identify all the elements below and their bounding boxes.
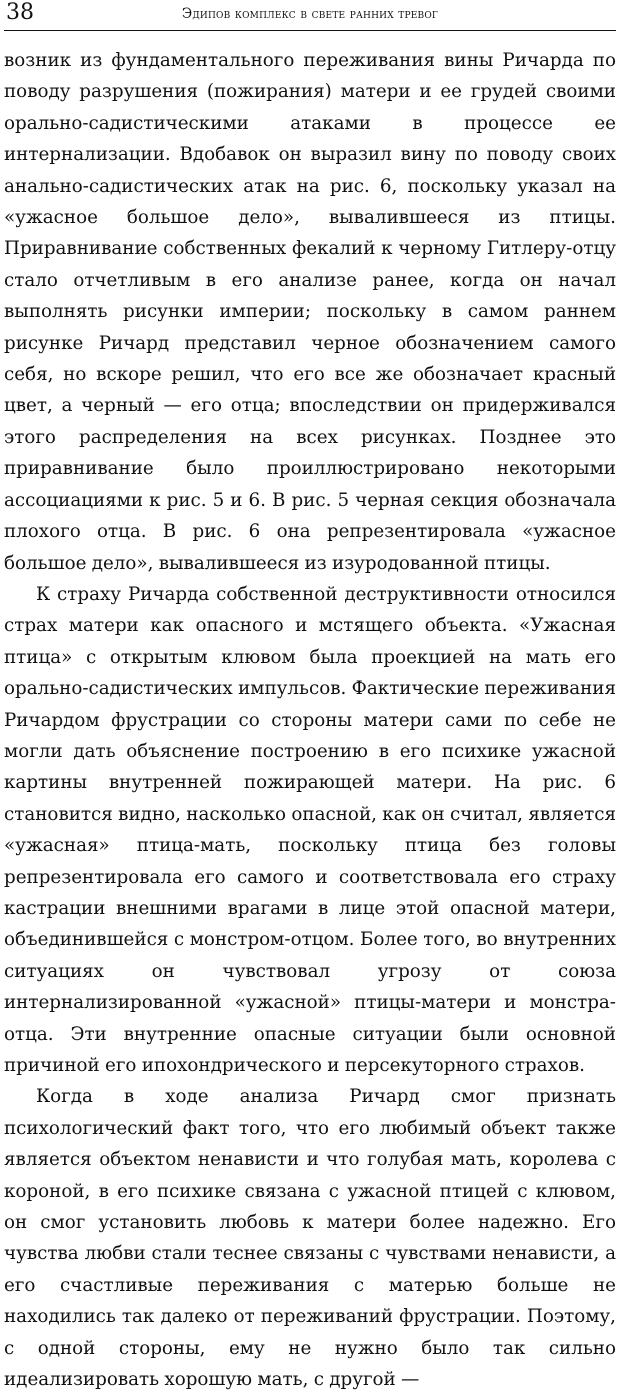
page-number: 38	[6, 0, 34, 25]
running-title: Эдипов комплекс в свете ранних тревог	[181, 6, 439, 22]
paragraph-1: возник из фундаментального переживания вины Ричарда по поводу разрушения (пожирания) матери и ее грудей своими орально-садистическими атаками в процессе ее интернализации. Вдобавок он выразил вину по поводу своих анально-садистических атак на рис. 6, поскольку указал на «ужасное большое дело», вывалившееся из птицы. Приравнивание собственных фекалий к черному Гитлеру-отцу стало отчетливым в его анализе ранее, когда он начал выполнять рисунки империи; поскольку в самом раннем рисунке Ричард представил черное обозначением самого себя, но вскоре решил, что его все же обозначает красный цвет, а черный — его отца; впоследствии он придерживался этого распределения на всех рисунках. Позднее это приравнивание было проиллюстрировано некоторыми ассоциациями к рис. 5 и 6. В рис. 5 черная секция обозначала плохого отца. В рис. 6 она репрезентировала «ужасное большое дело», вывалившееся из изуродованной птицы.	[4, 50, 616, 574]
paragraph-2: К страху Ричарда собственной деструктивности относился страх матери как опасного и мстящего объекта. «Ужасная птица» с открытым клювом была проекцией на мать его орально-садистических импульсов. Фактические переживания Ричардом фрустрации со стороны матери сами по себе не могли дать объяснение построению в его психике ужасной картины внутренней пожирающей матери. На рис. 6 становится видно, насколько опасной, как он считал, является «ужасная» птица-мать, поскольку птица без головы репрезентировала его самого и соответствовала его страху кастрации внешними врагами в лице этой опасной матери, объединившейся с монстром-отцом. Более того, во внутренних ситуациях он чувствовал угрозу от союза интернализированной «ужасной» птицы-матери и монстра-отца. Эти внутренние опасные ситуации были основной причиной его ипохондрического и персекуторного страхов.	[4, 583, 616, 1076]
paragraph-3: Когда в ходе анализа Ричард смог признать психологический факт того, что его любимый объект также является объектом ненависти и что голубая мать, королева с короной, в его психике связана с ужасной птицей с клювом, он смог установить любовь к матери более надежно. Его чувства любви стали теснее связаны с чувствами ненависти, а его счастливые переживания с матерью больше не находились так далеко от переживаний фрустрации. Поэтому, с одной стороны, ему не нужно было так сильно идеализировать хорошую мать, с другой —	[4, 1086, 616, 1391]
page-header	[4, 0, 616, 31]
body-text	[4, 45, 616, 1395]
